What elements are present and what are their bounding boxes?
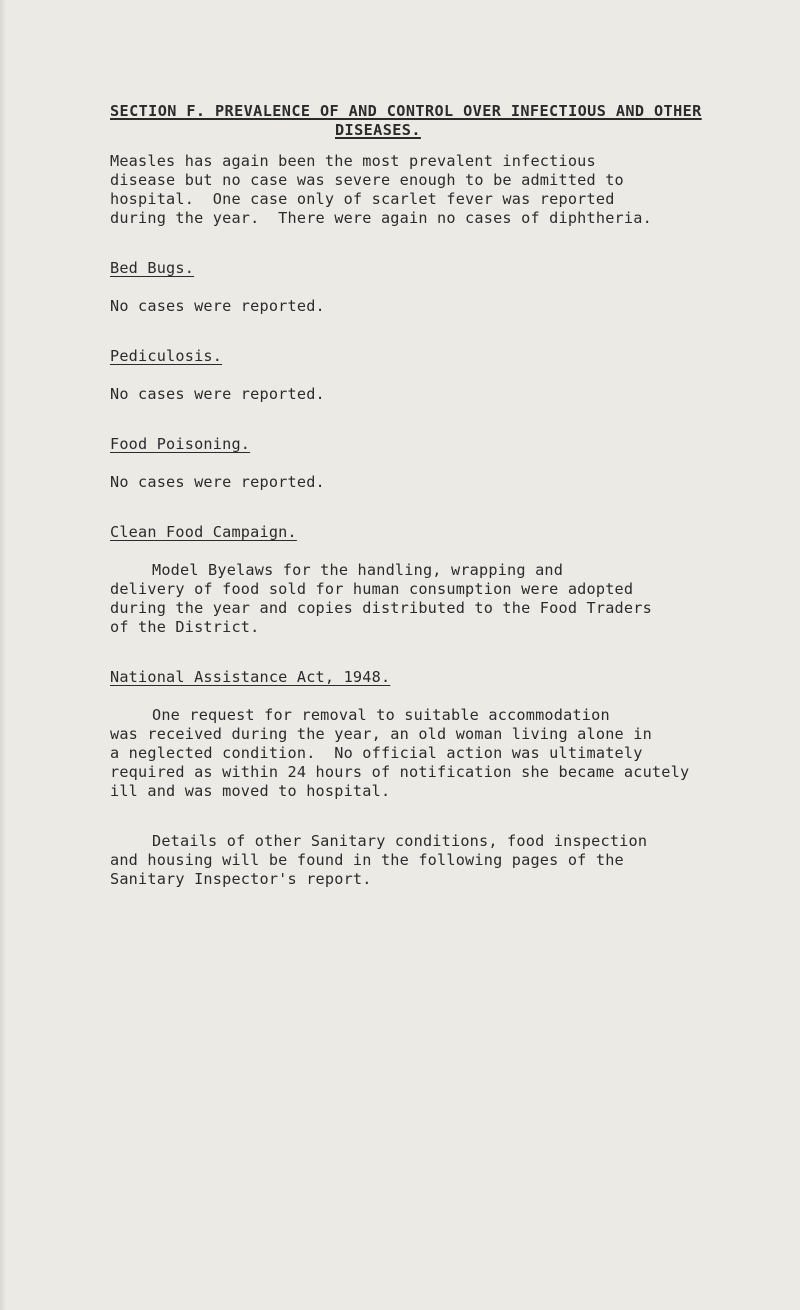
section-title-line1: SECTION F. PREVALENCE OF AND CONTROL OVER INFECTIOUS AND OTHER [110,102,702,120]
bed-bugs-heading: Bed Bugs. [110,259,195,277]
details-paragraph [110,832,790,889]
bed-bugs-body: No cases were reported. [110,297,325,315]
clean-food-line: during the year and copies distributed to the Food Traders [110,599,652,617]
details-line: Details of other Sanitary conditions, food inspection [152,832,648,850]
document-body [110,102,790,889]
national-assistance-heading: National Assistance Act, 1948. [110,668,391,686]
intro-paragraph [110,152,790,228]
intro-line: during the year. There were again no cases of diphtheria. [110,209,652,227]
clean-food-line: of the District. [110,618,260,636]
food-poisoning-heading: Food Poisoning. [110,435,251,453]
page-edge [0,0,6,1310]
pediculosis-body: No cases were reported. [110,385,325,403]
section-title-line2: DISEASES. [335,121,421,139]
food-poisoning-body: No cases were reported. [110,473,325,491]
intro-line: disease but no case was severe enough to be admitted to [110,171,624,189]
national-assistance-line: required as within 24 hours of notification she became acutely [110,763,690,781]
national-assistance-line: was received during the year, an old woman living alone in [110,725,652,743]
clean-food-paragraph [110,561,790,637]
national-assistance-line: a neglected condition. No official action was ultimately [110,744,643,762]
intro-line: hospital. One case only of scarlet fever was reported [110,190,615,208]
clean-food-line: delivery of food sold for human consumption were adopted [110,580,634,598]
intro-line: Measles has again been the most prevalent infectious [110,152,596,170]
national-assistance-line: ill and was moved to hospital. [110,782,391,800]
section-title [110,102,790,140]
details-line: Sanitary Inspector's report. [110,870,372,888]
clean-food-line: Model Byelaws for the handling, wrapping and [152,561,564,579]
details-line: and housing will be found in the following pages of the [110,851,624,869]
national-assistance-line: One request for removal to suitable accommodation [152,706,610,724]
pediculosis-heading: Pediculosis. [110,347,223,365]
national-assistance-paragraph [110,706,790,801]
clean-food-heading: Clean Food Campaign. [110,523,297,541]
